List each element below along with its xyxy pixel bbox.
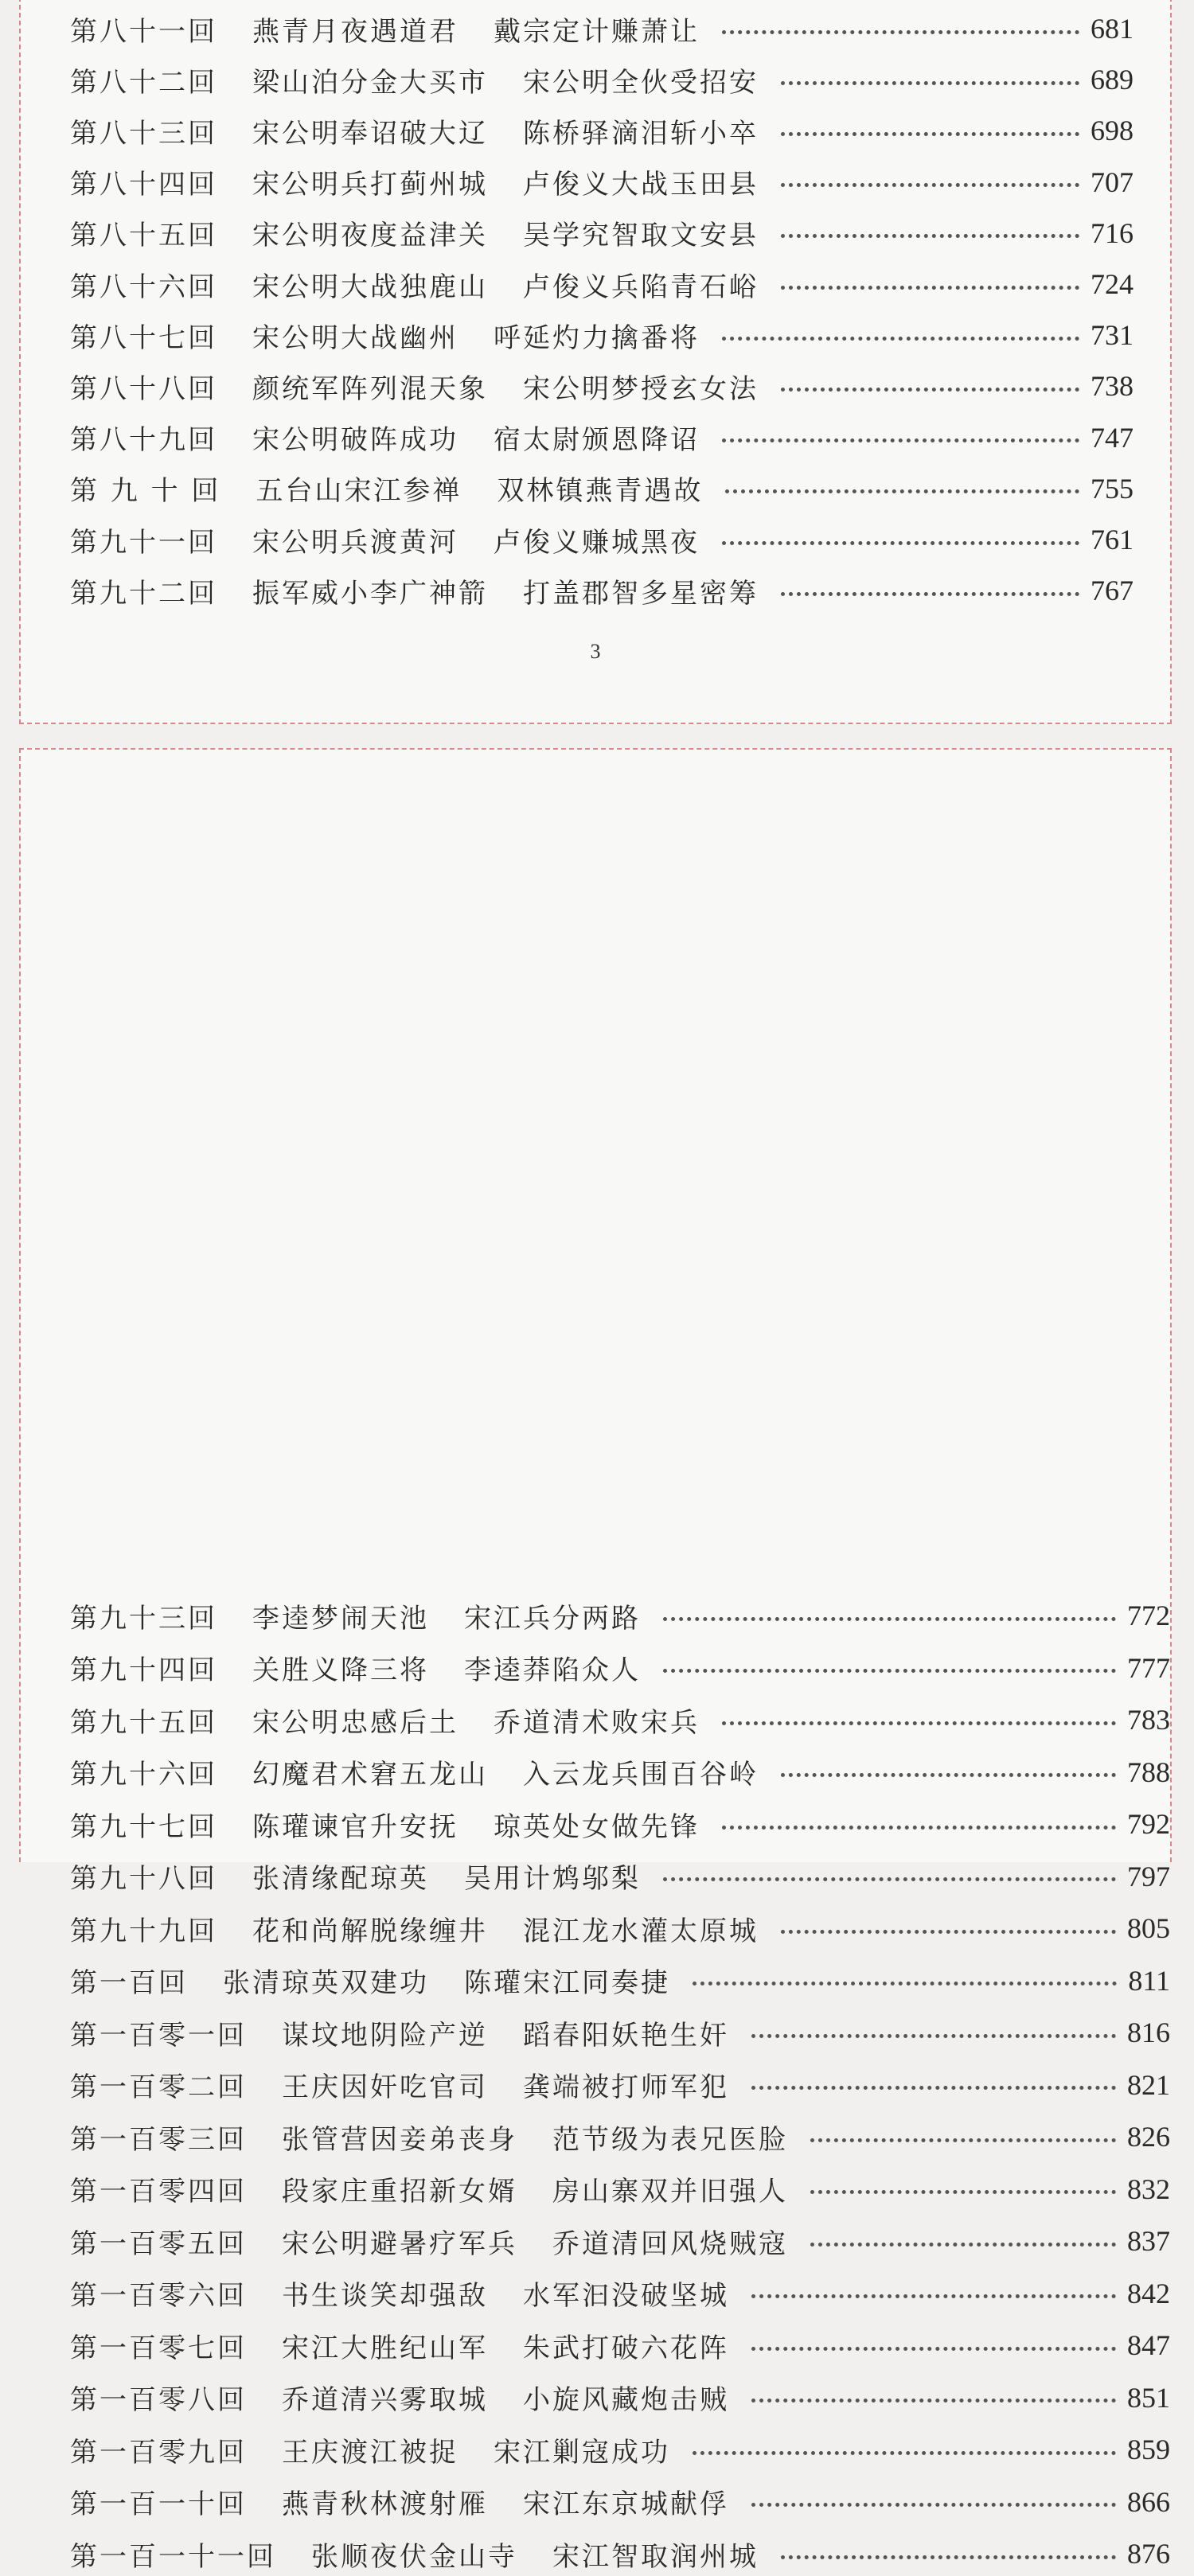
- chapter-title-second: 小旋风藏炮击贼: [523, 2384, 729, 2416]
- toc-entry: [70, 2531, 1170, 2576]
- page-ref: 747: [1091, 421, 1134, 454]
- dot-leader: [781, 1773, 1116, 1777]
- chapter-title-second: 双林镇燕青遇故: [497, 475, 704, 508]
- dot-leader: [722, 541, 1079, 545]
- chapter-number: 第九十四回: [70, 1654, 217, 1686]
- chapter-title-first: 宋江大胜纪山军: [282, 2332, 488, 2364]
- chapter-number: 第一百零六回: [70, 2280, 247, 2312]
- chapter-title-first: 宋公明兵打蓟州城: [252, 169, 488, 201]
- chapter-title-first: 张清缘配琼英: [252, 1863, 429, 1895]
- dot-leader: [722, 1721, 1116, 1725]
- toc-entry: [70, 2063, 1170, 2107]
- page-ref: 797: [1127, 1860, 1170, 1892]
- chapter-number: 第八十五回: [70, 220, 217, 252]
- chapter-title-second: 戴宗定计赚萧让: [494, 15, 700, 48]
- chapter-title-second: 乔道清回风烧贼寇: [552, 2227, 788, 2260]
- page-ref: 842: [1127, 2277, 1170, 2309]
- chapter-number: 第八十二回: [70, 66, 217, 99]
- dot-leader: [781, 592, 1079, 596]
- chapter-title-first: 宋公明破阵成功: [252, 424, 458, 457]
- page-ref: 851: [1127, 2381, 1170, 2414]
- page-ref: 832: [1127, 2173, 1170, 2205]
- chapter-number: 第九十五回: [70, 1706, 217, 1739]
- toc-entry: [70, 1906, 1170, 1951]
- chapter-title-first: 王庆渡江被捉: [282, 2436, 458, 2469]
- page-ref: 689: [1091, 64, 1134, 96]
- page-ref: 738: [1091, 370, 1134, 403]
- chapter-title-second: 宋公明全伙受招安: [523, 66, 759, 99]
- toc-entry: [70, 517, 1134, 562]
- chapter-title-second: 宋江东京城献俘: [523, 2488, 729, 2520]
- chapter-title-first: 宋公明大战幽州: [252, 322, 458, 354]
- dot-leader: [781, 81, 1079, 85]
- page-ref: 816: [1127, 2017, 1170, 2048]
- page-ref: 811: [1128, 1964, 1170, 1997]
- page-ref: 707: [1091, 166, 1134, 198]
- chapter-number: 第八十九回: [70, 424, 217, 457]
- dot-leader: [751, 2503, 1116, 2507]
- chapter-title-second: 卢俊义赚城黑夜: [494, 526, 700, 559]
- dot-leader: [781, 1930, 1116, 1934]
- chapter-title-first: 关胜义降三将: [252, 1654, 429, 1686]
- chapter-number: 第九十三回: [70, 1602, 217, 1635]
- chapter-title-first: 段家庄重招新女婿: [282, 2176, 517, 2208]
- chapter-title-first: 花和尚解脱缘缠井: [252, 1915, 488, 1947]
- chapter-title-second: 宋江智取润州城: [552, 2540, 759, 2573]
- chapter-title-second: 宋江兵分两路: [464, 1602, 641, 1635]
- dot-leader: [751, 2399, 1116, 2403]
- page-number: 3: [590, 640, 601, 663]
- toc-entry: [70, 2271, 1170, 2316]
- toc-page-bottom: [19, 748, 1172, 2573]
- chapter-title-first: 颜统军阵列混天象: [252, 372, 488, 405]
- chapter-title-first: 书生谈笑却强敌: [282, 2280, 488, 2312]
- dot-leader: [810, 2243, 1116, 2247]
- chapter-title-second: 范节级为表兄医脸: [552, 2123, 788, 2156]
- toc-entry: [70, 415, 1134, 460]
- page-ref: 716: [1091, 216, 1134, 249]
- chapter-title-first: 宋公明避暑疗军兵: [282, 2227, 517, 2260]
- dot-leader: [693, 2451, 1116, 2455]
- chapter-title-first: 宋公明大战独鹿山: [252, 271, 488, 303]
- chapter-number: 第八十三回: [70, 117, 217, 150]
- chapter-title-second: 陈瓘宋江同奏捷: [464, 1967, 670, 1999]
- chapter-title-first: 张顺夜伏金山寺: [311, 2540, 517, 2573]
- page-ref: 837: [1127, 2225, 1170, 2257]
- chapter-title-second: 龚端被打师军犯: [523, 2071, 729, 2103]
- page-ref: 826: [1127, 2121, 1170, 2153]
- chapter-number: 第九十一回: [70, 526, 217, 559]
- page-ref: 788: [1127, 1756, 1170, 1788]
- chapter-title-first: 李逵梦闹天池: [252, 1602, 429, 1635]
- dot-leader: [663, 1877, 1116, 1881]
- dot-leader: [781, 286, 1079, 290]
- toc-entry: [70, 2375, 1170, 2420]
- page-ref: 698: [1091, 115, 1134, 147]
- dot-leader: [751, 2347, 1116, 2351]
- dot-leader: [751, 2294, 1116, 2298]
- chapter-title-first: 宋公明夜度益津关: [252, 220, 488, 252]
- dot-leader: [663, 1617, 1116, 1621]
- page-ref: 847: [1127, 2329, 1170, 2361]
- chapter-title-second: 水军汩没破坚城: [523, 2280, 729, 2312]
- chapter-number: 第八十四回: [70, 169, 217, 201]
- toc-page-top: [19, 0, 1172, 724]
- dot-leader: [663, 1669, 1116, 1673]
- dot-leader: [722, 337, 1079, 341]
- chapter-number: 第一百零一回: [70, 2019, 247, 2052]
- toc-entry: [70, 1646, 1170, 1690]
- chapter-number: 第九十八回: [70, 1863, 217, 1895]
- chapter-number: 第一百一十回: [70, 2488, 247, 2520]
- chapter-number: 第一百零七回: [70, 2332, 247, 2364]
- chapter-number: 第八十六回: [70, 271, 217, 303]
- dot-leader: [781, 183, 1079, 187]
- page-ref: 783: [1127, 1704, 1170, 1736]
- chapter-title-second: 朱武打破六花阵: [523, 2332, 729, 2364]
- chapter-number: 第九十二回: [70, 577, 217, 610]
- chapter-title-second: 宿太尉颁恩降诏: [494, 424, 700, 457]
- toc-entry: [70, 2167, 1170, 2212]
- toc-entry: [70, 2427, 1170, 2472]
- chapter-title-second: 琼英处女做先锋: [494, 1810, 700, 1843]
- dot-leader: [810, 2138, 1116, 2142]
- dot-leader: [722, 438, 1079, 442]
- chapter-title-first: 幻魔君术窘五龙山: [252, 1759, 488, 1791]
- page-ref: 731: [1091, 319, 1134, 352]
- chapter-title-first: 乔道清兴雾取城: [282, 2384, 488, 2416]
- toc-entry: [70, 1958, 1170, 2003]
- dot-leader: [781, 234, 1079, 238]
- chapter-title-second: 宋公明梦授玄女法: [523, 372, 759, 405]
- toc-entry: [70, 2114, 1170, 2159]
- dot-leader: [810, 2190, 1116, 2194]
- chapter-title-second: 陈桥驿滴泪斩小卒: [523, 117, 759, 150]
- chapter-number: 第一百零二回: [70, 2071, 247, 2103]
- chapter-title-second: 乔道清术败宋兵: [494, 1706, 700, 1739]
- chapter-title-second: 混江龙水灌太原城: [523, 1915, 759, 1947]
- chapter-number: 第八十一回: [70, 15, 217, 48]
- chapter-title-second: 李逵莽陷众人: [464, 1654, 641, 1686]
- toc-entry: [70, 466, 1134, 511]
- page-ref: 859: [1127, 2434, 1170, 2465]
- toc-entry: [70, 57, 1134, 102]
- chapter-title-second: 吴学究智取文安县: [523, 220, 759, 252]
- chapter-number: 第八十八回: [70, 372, 217, 405]
- toc-entry: [70, 2323, 1170, 2368]
- chapter-title-second: 宋江剿寇成功: [494, 2436, 670, 2469]
- toc-entry: [70, 1593, 1170, 1638]
- chapter-number: 第一百零八回: [70, 2384, 247, 2416]
- chapter-title-first: 燕青秋林渡射雁: [282, 2488, 488, 2520]
- page-ref: 761: [1091, 524, 1134, 555]
- chapter-number: 第九十六回: [70, 1759, 217, 1791]
- chapter-title-second: 吴用计鸩邬梨: [464, 1863, 641, 1895]
- chapter-title-second: 呼延灼力擒番将: [494, 322, 700, 354]
- chapter-title-first: 张清琼英双建功: [223, 1967, 429, 1999]
- dot-leader: [781, 132, 1079, 136]
- page-ref: 755: [1091, 472, 1134, 505]
- chapter-number: 第九十七回: [70, 1810, 217, 1843]
- chapter-title-second: 蹈春阳妖艳生奸: [523, 2019, 729, 2052]
- dot-leader: [693, 1982, 1117, 1986]
- chapter-title-first: 宋公明奉诏破大辽: [252, 117, 488, 150]
- page-ref: 805: [1127, 1912, 1170, 1944]
- chapter-title-first: 陈瓘谏官升安抚: [252, 1810, 458, 1843]
- toc-entry: [70, 2480, 1170, 2524]
- chapter-number: 第一百一十一回: [70, 2540, 276, 2573]
- chapter-title-second: 打盖郡智多星密筹: [523, 577, 759, 610]
- page-ref: 724: [1091, 268, 1134, 300]
- toc-entry: [70, 313, 1134, 357]
- chapter-title-first: 宋公明忠感后土: [252, 1706, 458, 1739]
- chapter-title-first: 王庆因奸吃官司: [282, 2071, 488, 2103]
- toc-entry: [70, 6, 1134, 51]
- dot-leader: [751, 2086, 1116, 2090]
- page-ref: 792: [1127, 1808, 1170, 1840]
- chapter-title-first: 梁山泊分金大买市: [252, 66, 488, 99]
- dot-leader: [781, 388, 1079, 392]
- dot-leader: [751, 2034, 1116, 2038]
- toc-entry: [70, 1750, 1170, 1795]
- page-ref: 866: [1127, 2485, 1170, 2518]
- chapter-title-first: 燕青月夜遇道君: [252, 15, 458, 48]
- chapter-title-second: 入云龙兵围百谷岭: [523, 1759, 759, 1791]
- dot-leader: [781, 2555, 1116, 2559]
- chapter-title-first: 五台山宋江参禅: [256, 475, 462, 508]
- page-ref: 772: [1127, 1600, 1170, 1631]
- chapter-number: 第一百零五回: [70, 2227, 247, 2260]
- toc-entry: [70, 1697, 1170, 1742]
- chapter-number: 第一百回: [70, 1967, 188, 1999]
- page-ref: 767: [1091, 575, 1134, 607]
- chapter-number: 第一百零四回: [70, 2176, 247, 2208]
- dot-leader: [722, 1826, 1116, 1830]
- page-ref: 821: [1127, 2068, 1170, 2101]
- page-ref: 876: [1127, 2538, 1170, 2570]
- chapter-number: 第八十七回: [70, 322, 217, 354]
- page-ref: 777: [1127, 1651, 1170, 1684]
- toc-entry: [70, 108, 1134, 153]
- chapter-title-second: 卢俊义兵陷青石峪: [523, 271, 759, 303]
- dot-leader: [722, 30, 1079, 34]
- chapter-number: 第九十九回: [70, 1915, 217, 1947]
- toc-entry: [70, 262, 1134, 306]
- toc-entry: [70, 2219, 1170, 2263]
- chapter-title-second: 卢俊义大战玉田县: [523, 169, 759, 201]
- toc-entry: [70, 1802, 1170, 1846]
- chapter-title-first: 宋公明兵渡黄河: [252, 526, 458, 559]
- toc-entry: [70, 160, 1134, 205]
- dot-leader: [725, 489, 1079, 493]
- chapter-title-first: 振军威小李广神箭: [252, 577, 488, 610]
- toc-entry: [70, 568, 1134, 613]
- toc-entry: [70, 211, 1134, 255]
- chapter-number: 第 九 十 回: [70, 475, 221, 508]
- page-ref: 681: [1091, 13, 1134, 45]
- toc-entry: [70, 2010, 1170, 2055]
- chapter-number: 第一百零九回: [70, 2436, 247, 2469]
- chapter-title-first: 谋坟地阴险产逆: [282, 2019, 488, 2052]
- chapter-title-second: 房山寨双并旧强人: [552, 2176, 788, 2208]
- chapter-title-first: 张管营因妾弟丧身: [282, 2123, 517, 2156]
- toc-entry: [70, 364, 1134, 408]
- chapter-number: 第一百零三回: [70, 2123, 247, 2156]
- toc-entry: [70, 1854, 1170, 1899]
